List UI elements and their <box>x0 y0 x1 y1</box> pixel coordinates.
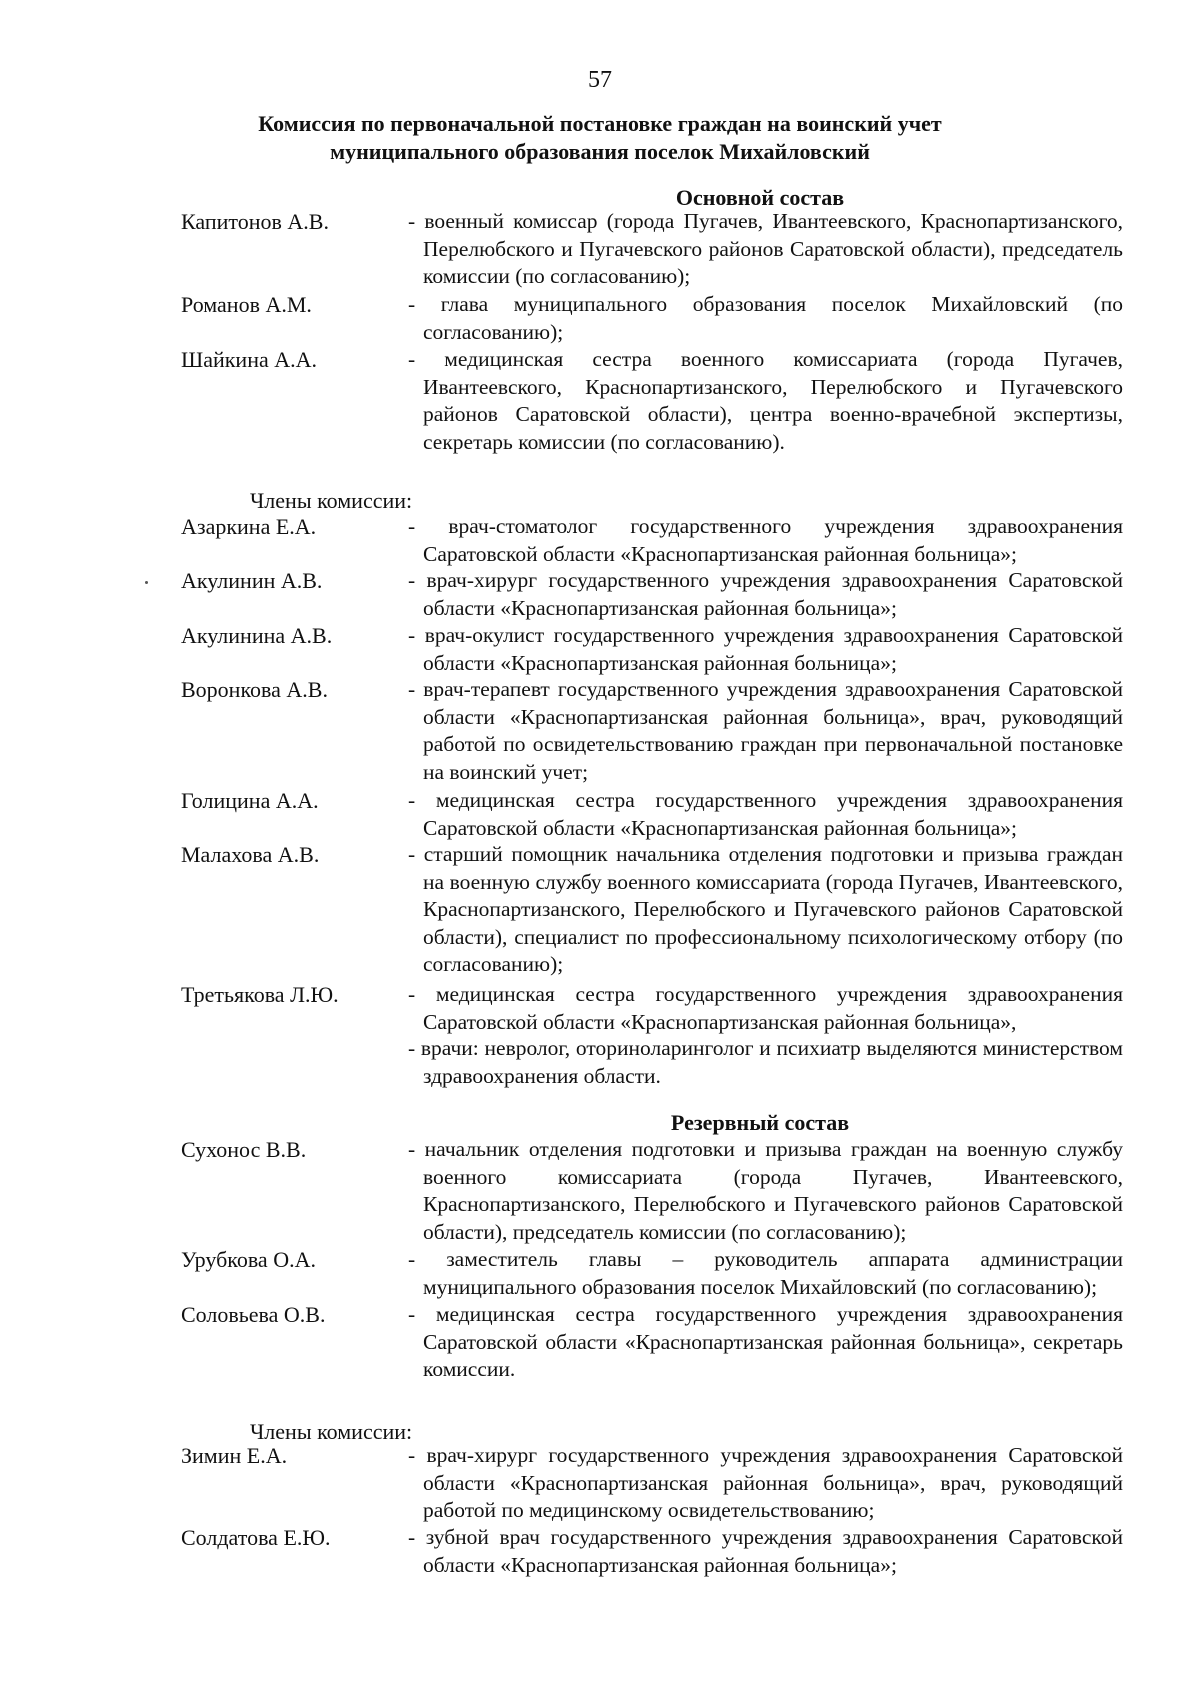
member-name: Шайкина А.А. <box>181 347 318 372</box>
member-role: - врач-окулист государственного учреждения здравоохранения Саратовской области «Краснопартизанская районная больница»; <box>408 622 1123 677</box>
member-role: - старший помощник начальника отделения подготовки и призыва граждан на военную службу военного комиссариата (города Пугачев, Ивантеевского, Краснопартизанского, Перелюбского и Пугачевского районов Саратовской области), специалист по профессиональному психологическому отбору (по согласованию); <box>408 841 1123 979</box>
member-role: - заместитель главы – руководитель аппарата администрации муниципального образования поселок Михайловский (по согласованию); <box>408 1246 1123 1301</box>
document-title <box>160 110 1040 166</box>
reserve-heading: Резервный состав <box>670 1110 850 1135</box>
member-role: - врачи: невролог, оториноларинголог и психиатр выделяются министерством здравоохранения области. <box>408 1035 1123 1090</box>
member-name: Азаркина Е.А. <box>181 514 317 539</box>
page-number: 57 <box>588 67 612 93</box>
member-name: Солдатова Е.Ю. <box>181 1525 331 1550</box>
title-line-2: муниципального образования поселок Михайловский <box>330 139 870 164</box>
member-role: - врач-хирург государственного учреждения здравоохранения Саратовской области «Краснопартизанская районная больница»; <box>408 567 1123 622</box>
member-role: - медицинская сестра военного комиссариата (города Пугачев, Ивантеевского, Краснопартизанского, Перелюбского и Пугачевского районов Саратовской области), центра военно-врачебной экспертизы, секретарь комиссии (по согласованию). <box>408 346 1123 456</box>
member-name: Сухонос В.В. <box>181 1137 307 1162</box>
member-role: - медицинская сестра государственного учреждения здравоохранения Саратовской области «Краснопартизанская районная больница», секретарь комиссии. <box>408 1301 1123 1384</box>
member-name: Третьякова Л.Ю. <box>181 982 339 1007</box>
member-role: - зубной врач государственного учреждения здравоохранения Саратовской области «Краснопартизанская районная больница»; <box>408 1524 1123 1579</box>
reserve-members-label: Члены комиссии: <box>250 1419 413 1444</box>
member-name: Капитонов А.В. <box>181 209 329 234</box>
scan-speck <box>145 581 148 584</box>
member-name: Зимин Е.А. <box>181 1443 288 1468</box>
member-name: Воронкова А.В. <box>181 677 328 702</box>
member-name: Акулинина А.В. <box>181 623 333 648</box>
member-name: Малахова А.В. <box>181 842 320 867</box>
member-role: - медицинская сестра государственного учреждения здравоохранения Саратовской области «Краснопартизанская районная больница»; <box>408 787 1123 842</box>
title-line-1: Комиссия по первоначальной постановке граждан на воинский учет <box>258 111 942 136</box>
member-role: - глава муниципального образования поселок Михайловский (по согласованию); <box>408 291 1123 346</box>
member-role: - начальник отделения подготовки и призыва граждан на военную службу военного комиссариата (города Пугачев, Ивантеевского, Краснопартизанского, Перелюбского и Пугачевского районов Саратовской области), председатель комиссии (по согласованию); <box>408 1136 1123 1246</box>
member-name: Соловьева О.В. <box>181 1302 326 1327</box>
member-role: - врач-стоматолог государственного учреждения здравоохранения Саратовской области «Краснопартизанская районная больница»; <box>408 513 1123 568</box>
main-heading: Основной состав <box>675 185 845 210</box>
member-role: - военный комиссар (города Пугачев, Ивантеевского, Краснопартизанского, Перелюбского и Пугачевского районов Саратовской области), председатель комиссии (по согласованию); <box>408 208 1123 291</box>
member-name: Голицина А.А. <box>181 788 319 813</box>
member-name: Романов А.М. <box>181 292 312 317</box>
member-role: - врач-терапевт государственного учреждения здравоохранения Саратовской области «Краснопартизанская районная больница», врач, руководящий работой по освидетельствованию граждан при первоначальной постановке на воинский учет; <box>408 676 1123 786</box>
member-name: Урубкова О.А. <box>181 1247 316 1272</box>
member-role: - медицинская сестра государственного учреждения здравоохранения Саратовской области «Краснопартизанская районная больница», <box>408 981 1123 1036</box>
member-role: - врач-хирург государственного учреждения здравоохранения Саратовской области «Краснопартизанская районная больница», врач, руководящий работой по медицинскому освидетельствованию; <box>408 1442 1123 1525</box>
member-name: Акулинин А.В. <box>181 568 323 593</box>
main-members-label: Члены комиссии: <box>250 488 413 513</box>
